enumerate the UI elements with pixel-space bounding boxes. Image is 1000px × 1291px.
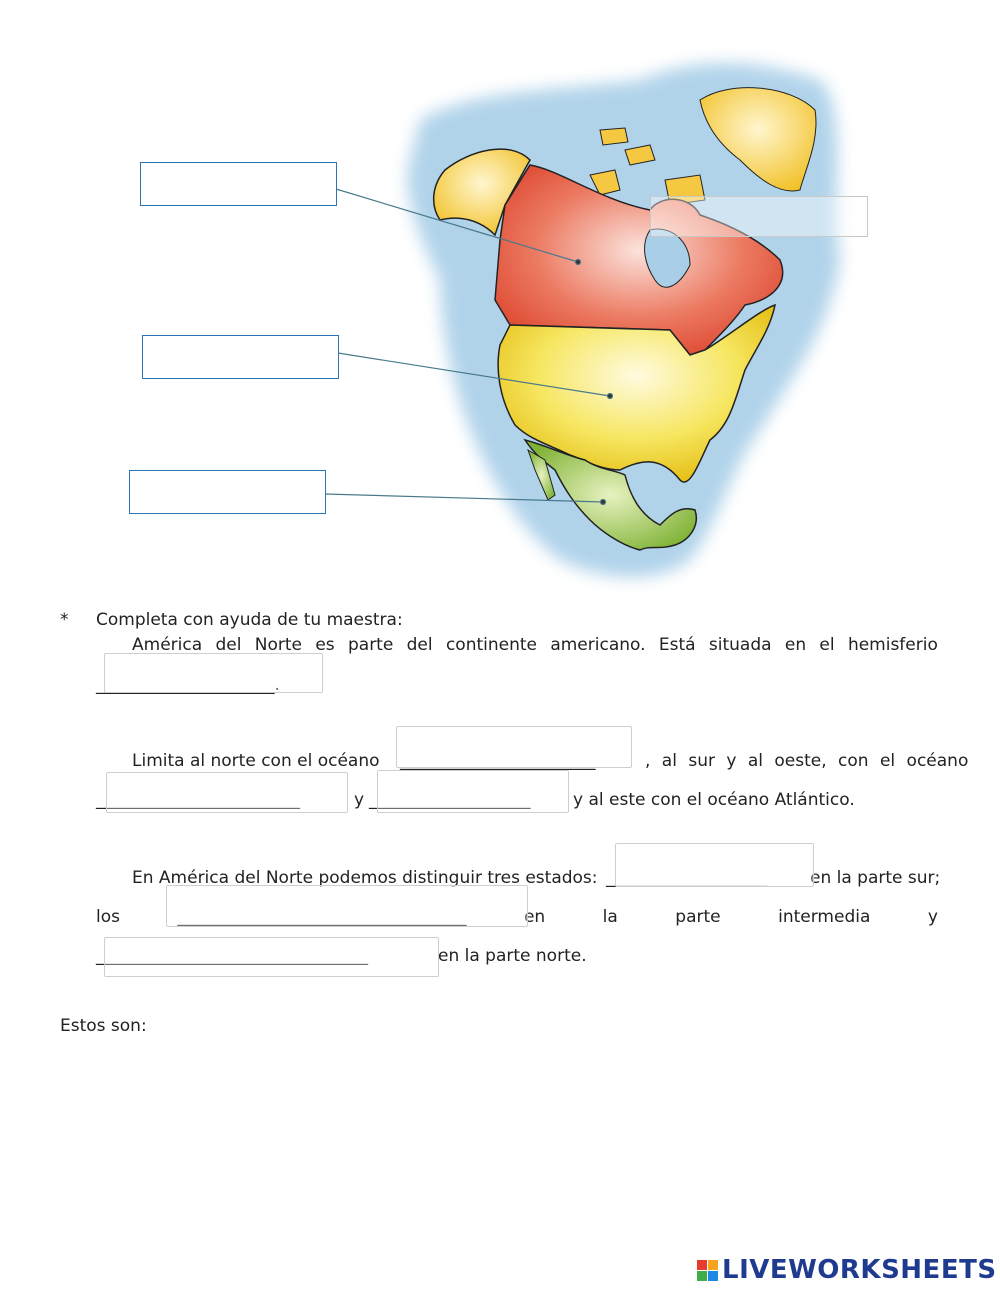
label-box-canada[interactable]: [140, 162, 337, 206]
word: continente: [445, 635, 537, 655]
word: y: [927, 907, 938, 927]
word: situada: [708, 635, 772, 655]
word: __________________________________: [177, 907, 467, 927]
answer-box-oceano-sur[interactable]: [106, 772, 348, 813]
instruction-heading: Completa con ayuda de tu maestra:: [96, 610, 403, 630]
word: el: [819, 635, 835, 655]
logo-tile: [697, 1260, 707, 1270]
label-box-greenland[interactable]: [650, 196, 868, 237]
label-box-mexico[interactable]: [129, 470, 326, 514]
paragraph3-line1-blank: ___________________: [606, 868, 768, 888]
word: Está: [658, 635, 696, 655]
paragraph3-line3-end: en la parte norte.: [438, 946, 587, 966]
paragraph2-line2-y: y: [354, 790, 365, 810]
answer-box-parte-sur[interactable]: [615, 843, 814, 887]
liveworksheets-logo-icon: [697, 1260, 718, 1281]
paragraph2-line2-end: y al este con el océano Atlántico.: [573, 790, 855, 810]
answer-box-oceano-norte[interactable]: [396, 726, 632, 768]
word: americano.: [550, 635, 646, 655]
logo-tile: [697, 1271, 707, 1281]
answer-box-parte-norte[interactable]: [104, 937, 439, 977]
word: del: [406, 635, 433, 655]
brand-name: LIVEWORKSHEETS: [722, 1255, 997, 1285]
answer-box-hemisferio[interactable]: [104, 653, 323, 693]
word: en: [523, 907, 546, 927]
liveworksheets-logo: [697, 1255, 997, 1285]
paragraph1-line1: [132, 635, 938, 655]
paragraph3-line3-blank: ________________________________: [96, 946, 368, 966]
word: hemisferio: [847, 635, 938, 655]
paragraph2-line1-end: , al sur y al oeste, con el océano: [645, 751, 969, 771]
logo-tile: [708, 1271, 718, 1281]
paragraph2-line2-blank2: ___________________: [369, 790, 531, 810]
answer-box-oceano-oeste[interactable]: [377, 770, 569, 813]
label-box-usa[interactable]: [142, 335, 339, 379]
closing-text: Estos son:: [60, 1016, 147, 1036]
word: parte: [347, 635, 394, 655]
word: intermedia: [778, 907, 871, 927]
word: es: [315, 635, 335, 655]
logo-tile: [708, 1260, 718, 1270]
bullet-marker: *: [60, 610, 69, 630]
paragraph2-line1-blank: _______________________: [400, 751, 596, 771]
word: del: [215, 635, 242, 655]
paragraph2-line1-start: Limita al norte con el océano: [132, 751, 380, 771]
answer-box-parte-intermedia[interactable]: [166, 885, 528, 927]
word: parte: [675, 907, 721, 927]
word: la: [602, 907, 618, 927]
word: los: [96, 907, 120, 927]
paragraph3-line1-start: En América del Norte podemos distinguir tres estados:: [132, 868, 598, 888]
paragraph2-line2-blank1: ________________________: [96, 790, 300, 810]
paragraph3-line1-end: en la parte sur;: [810, 868, 941, 888]
word: en: [784, 635, 807, 655]
word: Norte: [254, 635, 302, 655]
paragraph1-blank-line: _____________________.: [96, 675, 280, 695]
word: América: [132, 635, 203, 655]
